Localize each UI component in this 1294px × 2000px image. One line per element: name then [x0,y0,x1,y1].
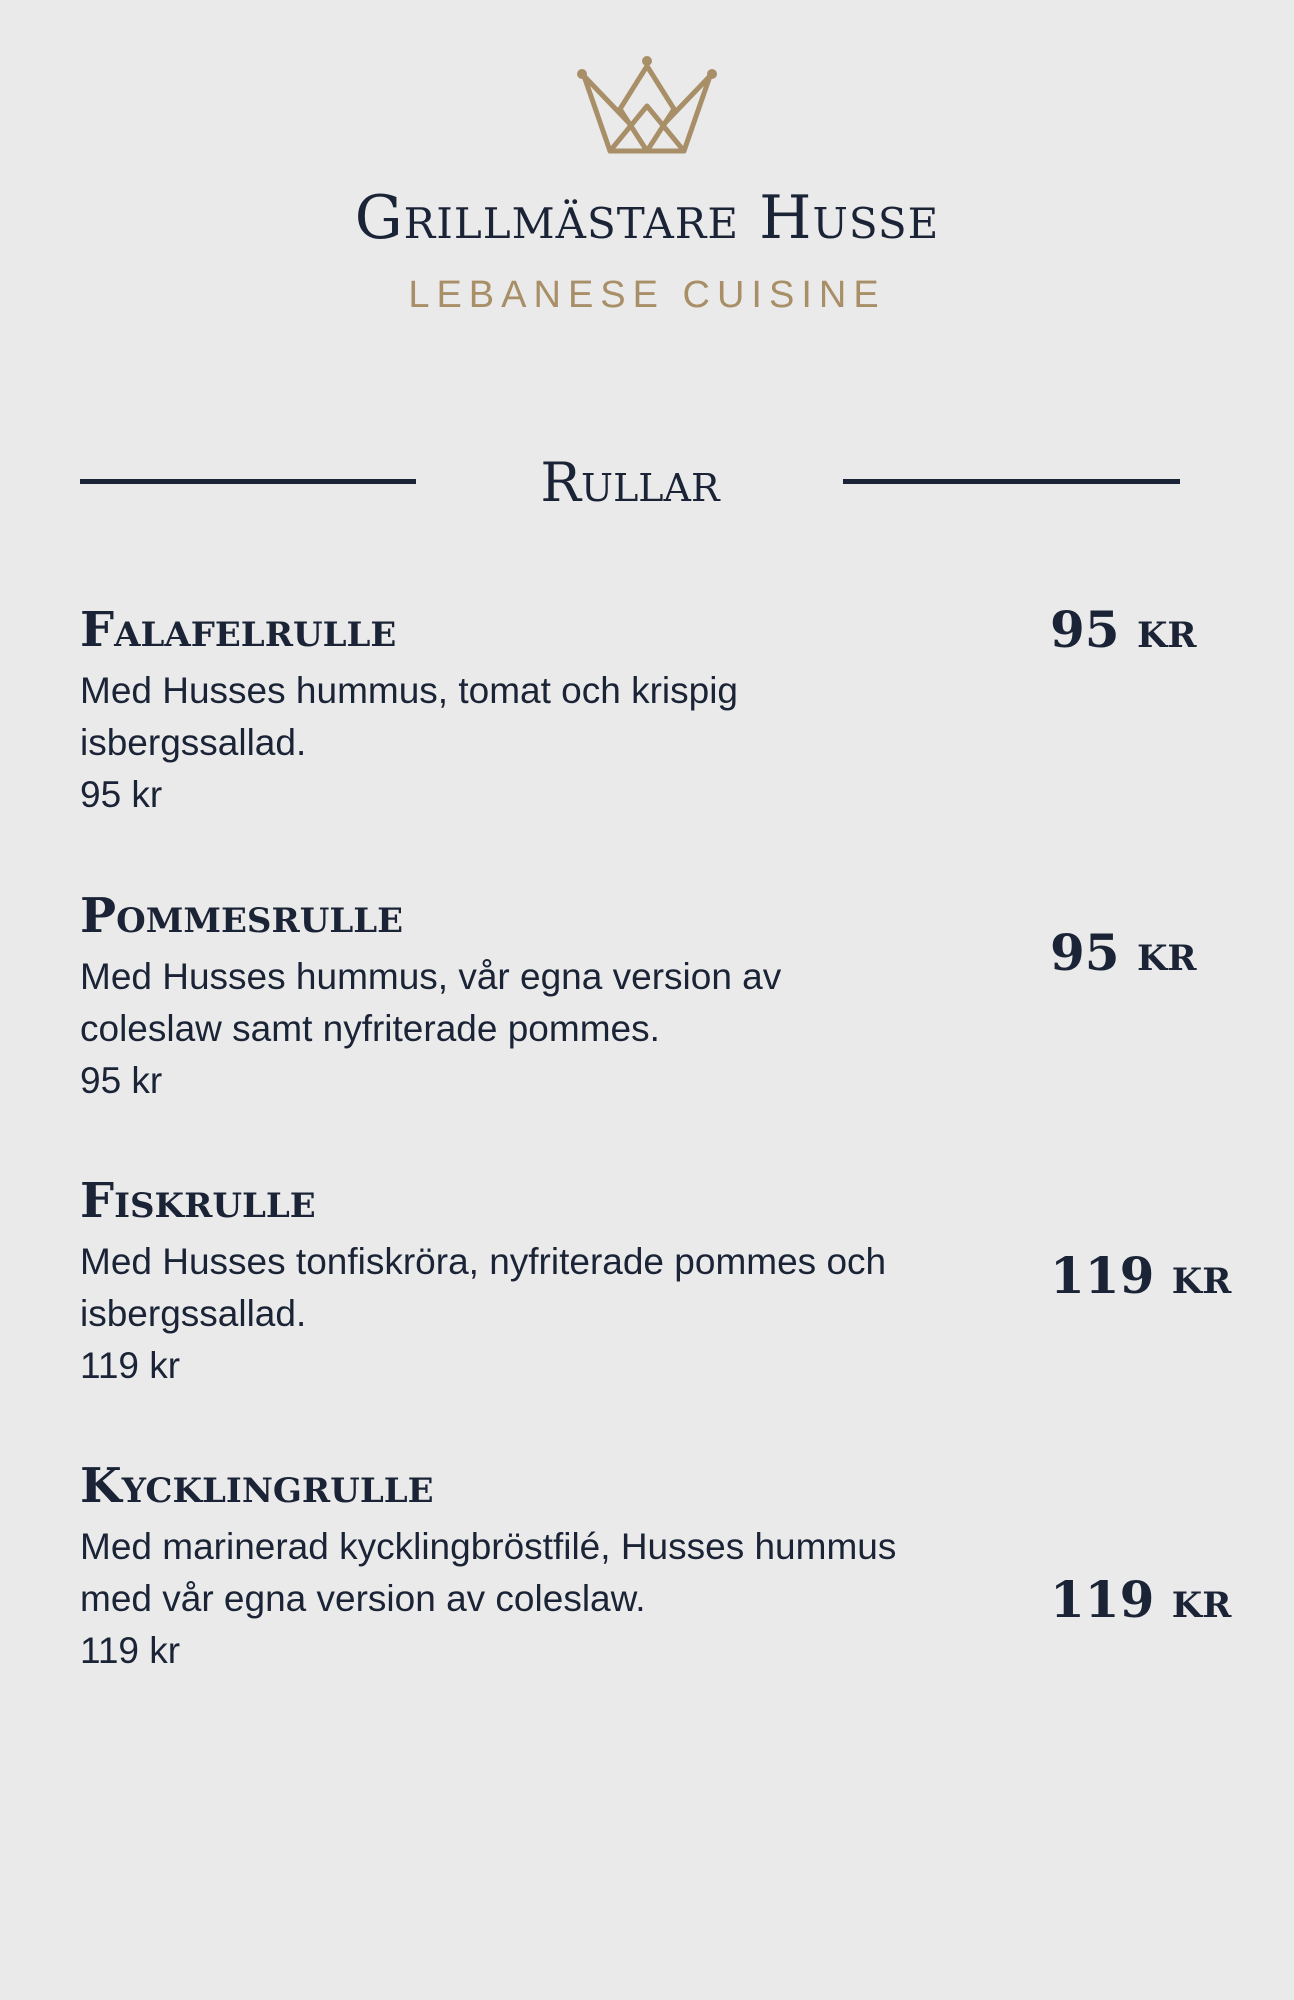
menu-item-price-line: 119 kr [80,1630,181,1671]
menu-item-name: Fiskrulle [80,1173,316,1229]
menu-item-description: Med Husses hummus, tomat och krispig isbergssallad. [80,670,739,763]
menu-item-price: 119 kr [1050,1246,1232,1305]
crown-icon [574,54,720,164]
menu-item-price: 95 kr [1050,600,1197,659]
menu-item-price-line: 119 kr [80,1345,181,1386]
section-divider-left [80,479,416,484]
restaurant-name: Grillmästare Husse [354,183,940,253]
menu-item [80,595,1200,821]
menu-item-description: Med Husses hummus, vår egna version av coleslaw samt nyfriterade pommes. [80,956,782,1049]
menu-item [80,881,1200,1107]
menu-item-name: Kycklingrulle [80,1458,434,1514]
menu-item-price: 119 kr [1050,1570,1232,1629]
menu-item-description: Med marinerad kycklingbröstfilé, Husses hummus med vår egna version av coleslaw. [80,1526,897,1619]
menu-item-name: Pommesrulle [80,888,404,944]
restaurant-tagline: LEBANESE CUISINE [408,274,886,316]
menu-item [80,1166,1200,1392]
section-title: Rullar [540,451,720,514]
menu-item [80,1451,1200,1677]
menu-item-description: Med Husses tonfiskröra, nyfriterade pommes och isbergssallad. [80,1241,887,1334]
menu-item-name: Falafelrulle [80,602,397,658]
menu-item-price-line: 95 kr [80,774,163,815]
menu-item-price: 95 kr [1050,923,1197,982]
section-divider-right [843,479,1180,484]
menu-item-price-line: 95 kr [80,1060,163,1101]
